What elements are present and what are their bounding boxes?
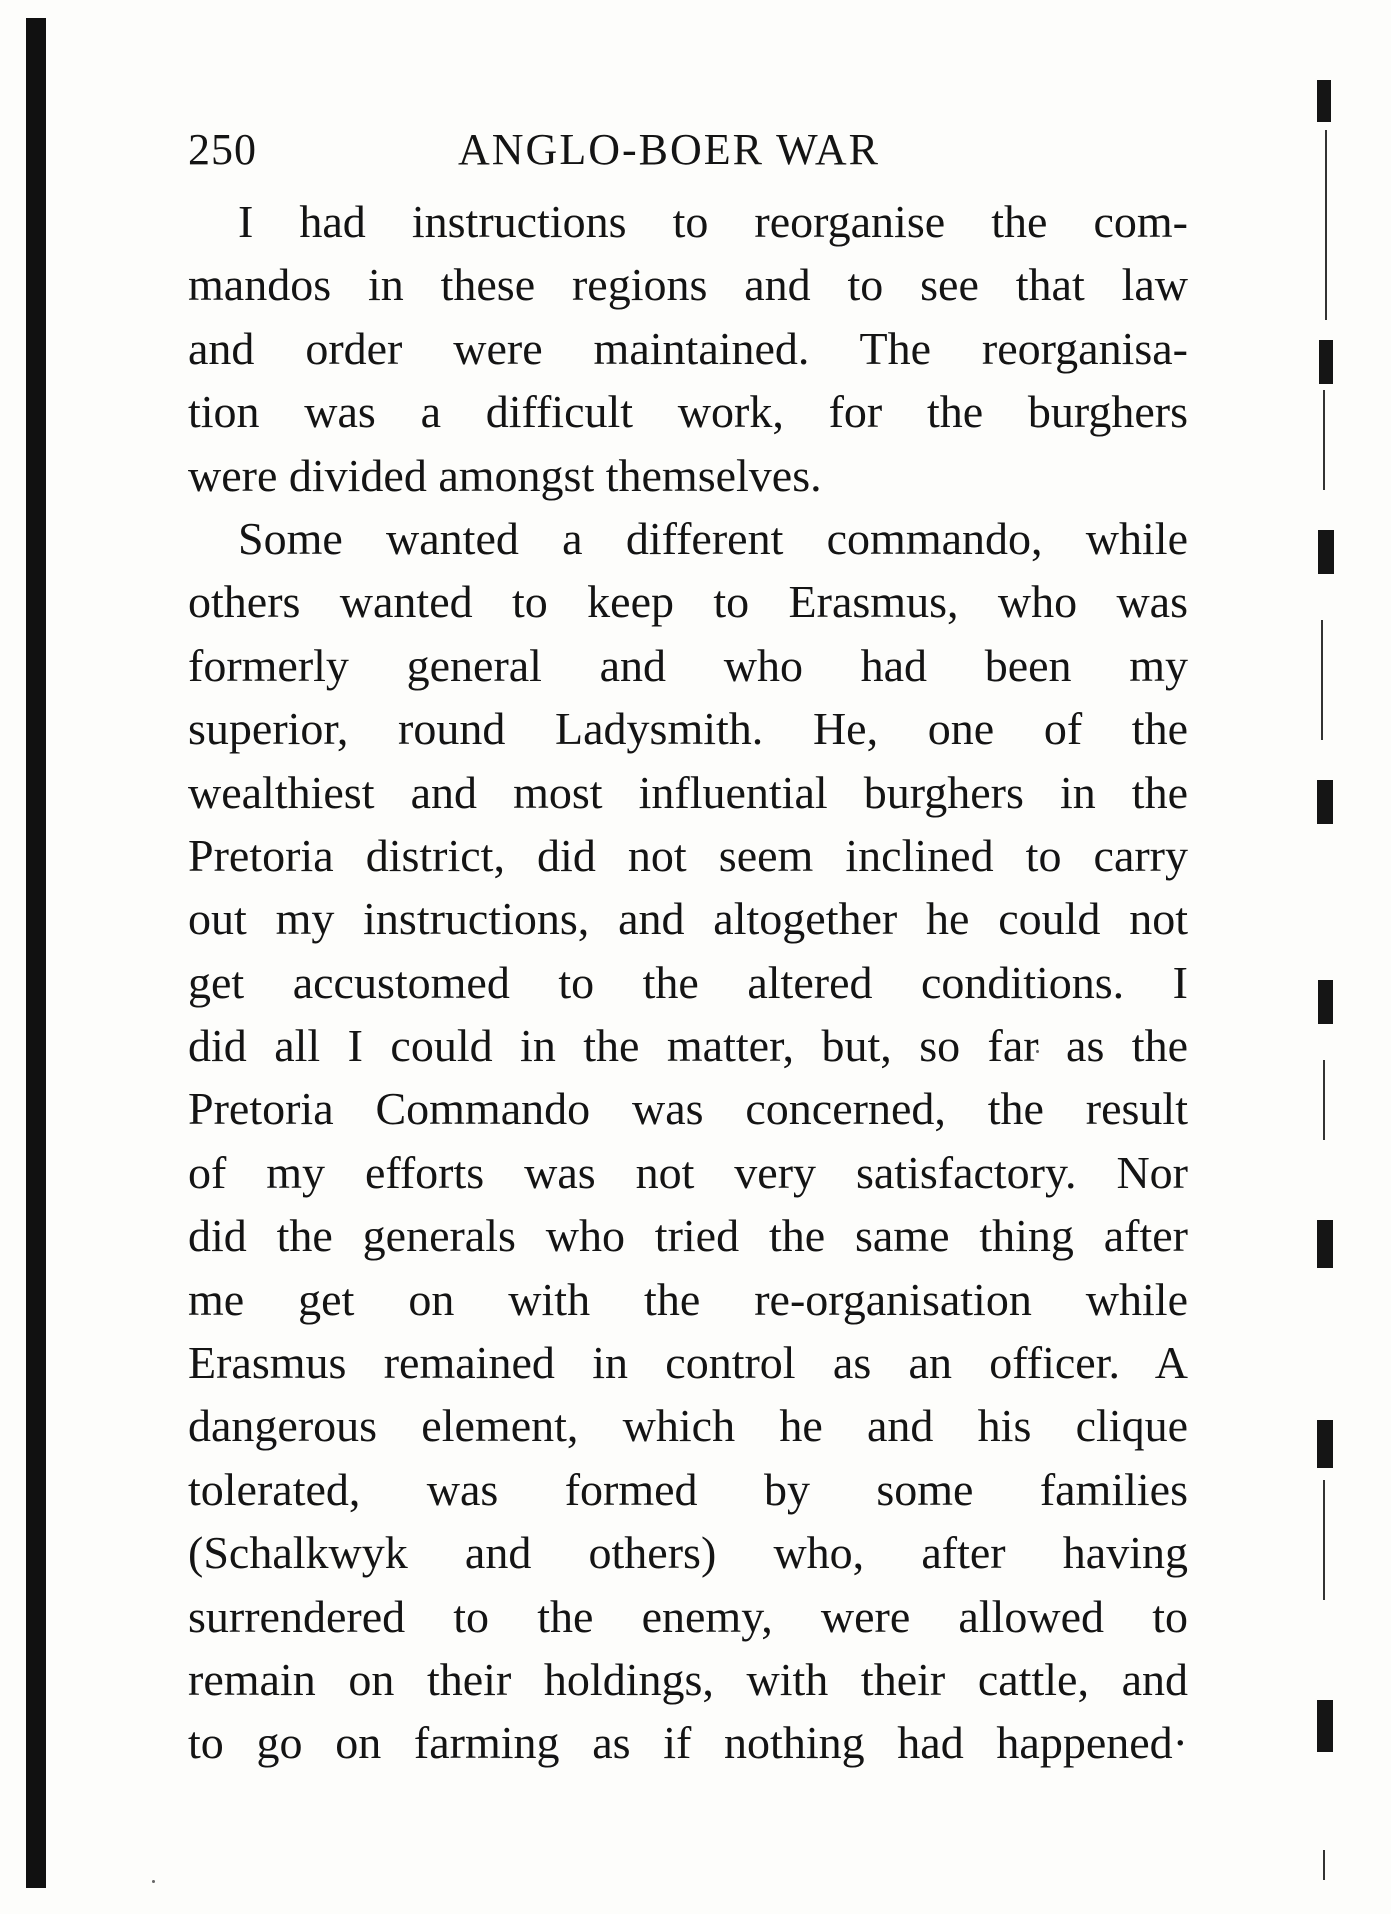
text-line: formerly general and who had been my	[188, 639, 1188, 691]
body-text	[188, 190, 1188, 1775]
text-line: I had instructions to reorganise the com-	[238, 196, 1188, 247]
text-line: Pretoria district, did not seem inclined to carry	[188, 829, 1188, 881]
text-line: wealthiest and most influential burghers in the	[188, 766, 1188, 818]
text-line: surrendered to the enemy, were allowed to	[188, 1590, 1188, 1642]
page-number: 250	[188, 125, 257, 174]
text-line: to go on farming as if nothing had happened·	[188, 1717, 1188, 1769]
text-line: remain on their holdings, with their cattle, and	[188, 1653, 1188, 1705]
text-line: out my instructions, and altogether he could not	[188, 893, 1188, 945]
text-line: superior, round Ladysmith. He, one of the	[188, 703, 1188, 755]
text-line: others wanted to keep to Erasmus, who was	[188, 576, 1188, 628]
text-line: Some wanted a different commando, while	[238, 512, 1188, 564]
text-line: tion was a difficult work, for the burghers	[188, 386, 1188, 438]
text-line: tolerated, was formed by some families	[188, 1463, 1188, 1515]
scan-speck	[152, 1880, 155, 1883]
page-header	[188, 124, 1188, 184]
text-line: Erasmus remained in control as an officer. A	[188, 1337, 1188, 1389]
text-line: and order were maintained. The reorganisa-	[188, 322, 1188, 374]
scan-edge-left	[26, 18, 46, 1888]
text-line: did all I could in the matter, but, so far as the	[188, 1020, 1188, 1072]
text-line: (Schalkwyk and others) who, after having	[188, 1527, 1188, 1579]
text-line: were divided amongst themselves.	[188, 449, 822, 501]
scan-edge-right	[1305, 60, 1345, 1910]
text-line: of my efforts was not very satisfactory. Nor	[188, 1146, 1188, 1198]
text-line: Pretoria Commando was concerned, the result	[188, 1083, 1188, 1135]
text-line: did the generals who tried the same thing after	[188, 1210, 1188, 1262]
text-line: me get on with the re-organisation while	[188, 1273, 1188, 1325]
text-line: get accustomed to the altered conditions. I	[188, 956, 1188, 1008]
text-line: mandos in these regions and to see that law	[188, 259, 1188, 311]
running-title: ANGLO-BOER WAR	[458, 125, 880, 174]
text-line: dangerous element, which he and his clique	[188, 1400, 1188, 1452]
